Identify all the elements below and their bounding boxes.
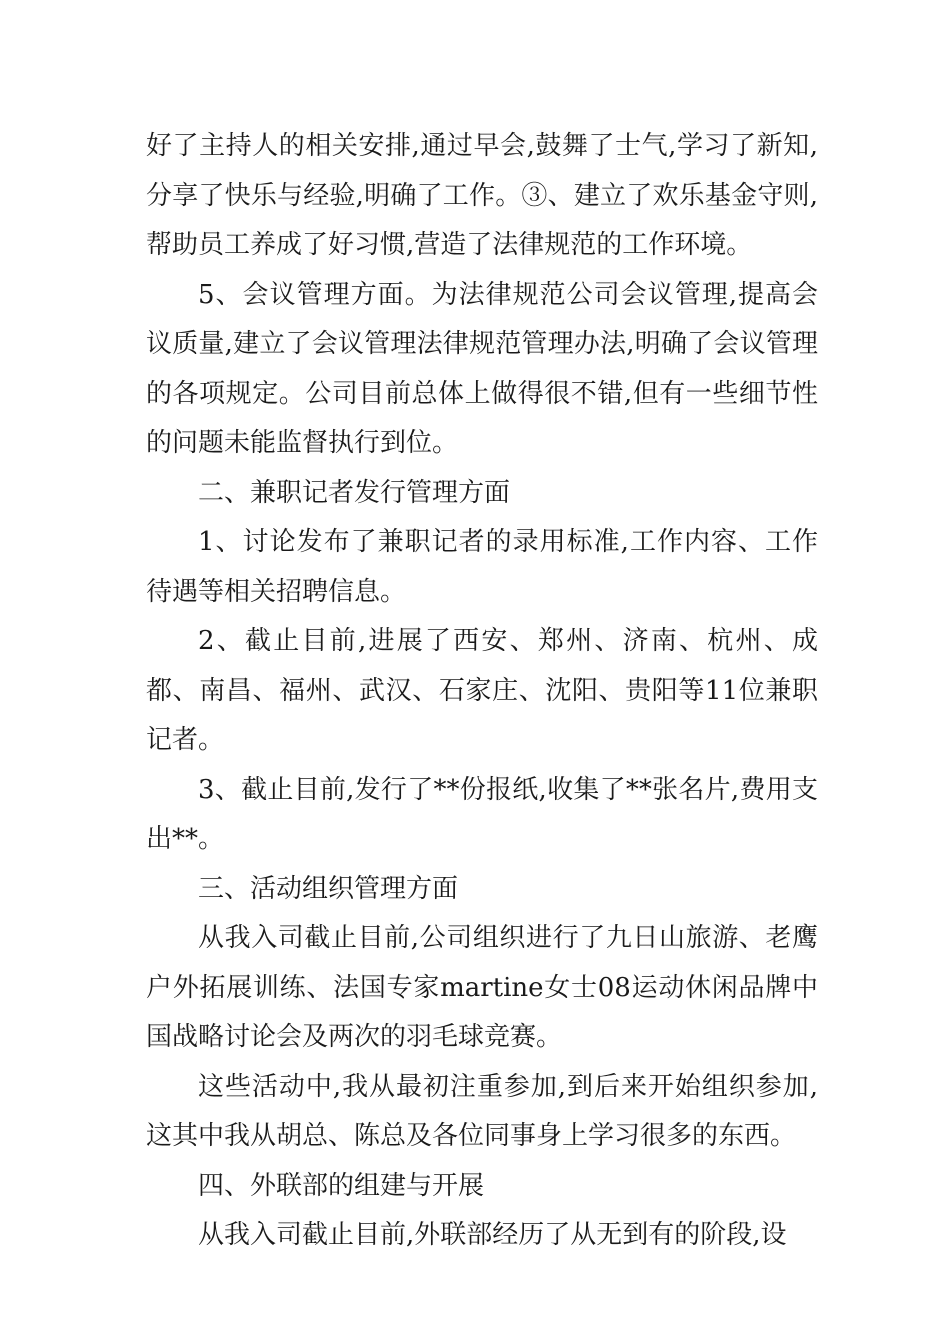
paragraph-external-relations: 从我入司截止目前,外联部经历了从无到有的阶段,设: [198, 1220, 787, 1250]
paragraph-activities-reflection: 这些活动中,我从最初注重参加,到后来开始组织参加,这其中我从胡总、陈总及各位同事身上学习很多的东西。: [146, 1071, 818, 1151]
section-heading-part-time-reporters: 二、兼职记者发行管理方面: [198, 477, 511, 508]
paragraph-item-1: 1、讨论发布了兼职记者的录用标准,工作内容、工作待遇等相关招聘信息。: [146, 527, 818, 607]
paragraph-item-3: 3、截止目前,发行了**份报纸,收集了**张名片,费用支出**。: [146, 774, 818, 854]
section-heading-external-relations: 四、外联部的组建与开展: [198, 1170, 485, 1201]
paragraph-continuation: 好了主持人的相关安排,通过早会,鼓舞了士气,学习了新知,分享了快乐与经验,明确了工作。③、建立了欢乐基金守则,帮助员工养成了好习惯,营造了法律规范的工作环境。: [146, 131, 818, 260]
paragraph-meeting-management: 5、会议管理方面。为法律规范公司会议管理,提高会议质量,建立了会议管理法律规范管理办法,明确了会议管理的各项规定。公司目前总体上做得很不错,但有一些细节性的问题未能监督执行到位。: [146, 279, 818, 458]
paragraph-activities: 从我入司截止目前,公司组织进行了九日山旅游、老鹰户外拓展训练、法国专家martine女士08运动休闲品牌中国战略讨论会及两次的羽毛球竞赛。: [146, 923, 818, 1052]
section-heading-activities: 三、活动组织管理方面: [198, 873, 459, 904]
paragraph-item-2: 2、截止目前,进展了西安、郑州、济南、杭州、成都、南昌、福州、武汉、石家庄、沈阳、贵阳等11位兼职记者。: [146, 626, 818, 755]
document-body: [146, 122, 818, 1261]
